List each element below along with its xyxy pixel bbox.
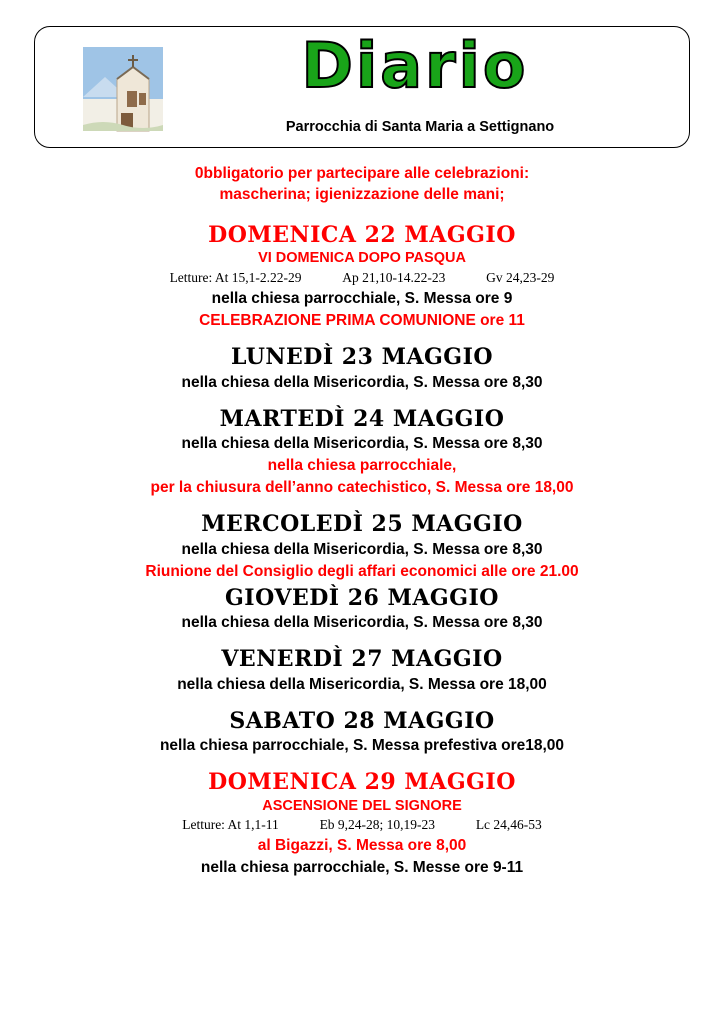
day-block xyxy=(28,708,696,758)
day-block xyxy=(28,646,696,696)
parish-subtitle: Parrocchia di Santa Maria a Settignano xyxy=(285,119,555,135)
day-line: nella chiesa della Misericordia, S. Messa ore 8,30 xyxy=(181,435,543,453)
day-line: Riunione del Consiglio degli affari economici alle ore 21.00 xyxy=(145,562,579,580)
day-title: LUNEDÌ 23 MAGGIO xyxy=(230,344,494,371)
reading-2: Ap 21,10-14.22-23 xyxy=(342,270,446,286)
diario-title-text: Diario xyxy=(301,29,529,102)
day-line: nella chiesa della Misericordia, S. Messa ore 8,30 xyxy=(181,614,543,632)
day-line: per la chiusura dell’anno catechistico, S. Messa ore 18,00 xyxy=(150,479,574,497)
day-line: nella chiesa della Misericordia, S. Messa ore 8,30 xyxy=(181,373,543,391)
day-line: nella chiesa della Misericordia, S. Messa ore 18,00 xyxy=(177,675,547,693)
day-title: DOMENICA 29 MAGGIO xyxy=(208,769,516,796)
day-line: nella chiesa parrocchiale, S. Messe ore 9-11 xyxy=(200,859,524,877)
day-title: DOMENICA 22 MAGGIO xyxy=(208,221,516,248)
page-title xyxy=(205,29,625,102)
day-line: al Bigazzi, S. Messa ore 8,00 xyxy=(257,837,467,855)
day-title: SABATO 28 MAGGIO xyxy=(229,707,495,734)
reading-1: Letture: At 1,1-11 xyxy=(182,817,279,833)
covid-notice xyxy=(28,164,696,206)
day-line: nella chiesa parrocchiale, S. Messa prefestiva ore18,00 xyxy=(159,737,565,755)
day-title: MARTEDÌ 24 MAGGIO xyxy=(219,405,505,432)
day-block xyxy=(28,511,696,583)
day-line: nella chiesa parrocchiale, xyxy=(267,457,457,475)
day-title: VENERDÌ 27 MAGGIO xyxy=(221,646,503,673)
day-block xyxy=(28,406,696,500)
day-title: GIOVEDÌ 26 MAGGIO xyxy=(225,584,499,611)
day-line: nella chiesa parrocchiale, S. Messa ore 9 xyxy=(211,290,513,308)
readings xyxy=(28,816,696,835)
reading-1: Letture: At 15,1-2.22-29 xyxy=(169,270,302,286)
header-box xyxy=(34,26,690,148)
reading-3: Lc 24,46-53 xyxy=(475,817,542,833)
day-title: MERCOLEDÌ 25 MAGGIO xyxy=(201,511,523,538)
notice-line-2: mascherina; igienizzazione delle mani; xyxy=(219,185,505,203)
day-block xyxy=(28,222,696,332)
day-block xyxy=(28,344,696,394)
reading-3: Gv 24,23-29 xyxy=(486,270,555,286)
day-subtitle: ASCENSIONE DEL SIGNORE xyxy=(262,797,462,814)
reading-2: Eb 9,24-28; 10,19-23 xyxy=(319,817,436,833)
day-block xyxy=(28,585,696,635)
day-line: CELEBRAZIONE PRIMA COMUNIONE ore 11 xyxy=(199,312,525,330)
notice-line-1: 0bbligatorio per partecipare alle celebrazioni: xyxy=(194,165,530,182)
readings xyxy=(28,269,696,288)
day-block xyxy=(28,769,696,879)
day-line: nella chiesa della Misericordia, S. Messa ore 8,30 xyxy=(181,540,543,558)
content xyxy=(28,164,696,879)
day-subtitle: VI DOMENICA DOPO PASQUA xyxy=(258,250,466,267)
church-watercolor-icon xyxy=(77,41,169,137)
